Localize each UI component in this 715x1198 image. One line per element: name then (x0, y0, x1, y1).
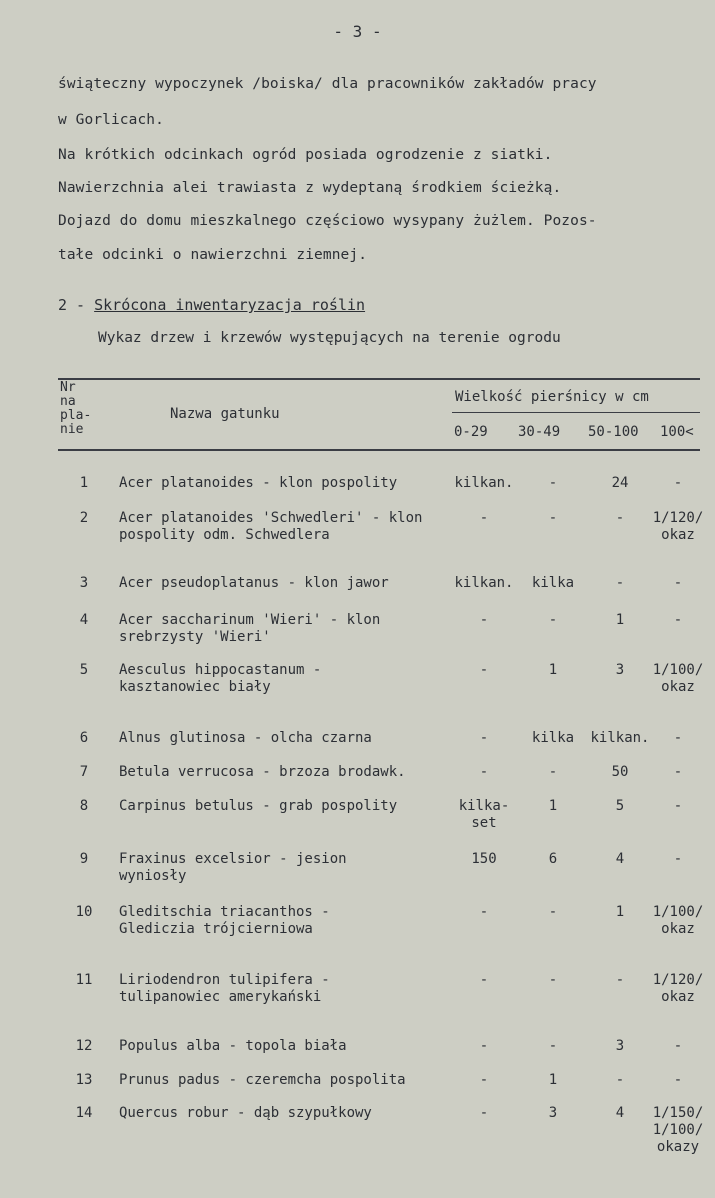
dbh-0-29: - (479, 1105, 489, 1121)
dbh-30-49: 6 (548, 851, 558, 867)
row-number: 5 (79, 662, 89, 678)
dbh-30-49: 1 (548, 662, 558, 678)
dbh-0-29: - (479, 510, 489, 526)
dbh-50-100: 1 (615, 612, 625, 628)
dbh-0-29: kilkan. (454, 475, 514, 491)
species-name: Prunus padus - czeremcha pospolita (119, 1072, 406, 1088)
dbh-over-100: - (673, 764, 683, 780)
dbh-over-100: - (673, 612, 683, 628)
row-number: 14 (75, 1105, 93, 1121)
dbh-30-49: 1 (548, 798, 558, 814)
dbh-over-100: 1/100/ okaz (652, 662, 704, 695)
dbh-50-100: - (615, 1072, 625, 1088)
dbh-over-100: - (673, 798, 683, 814)
dbh-0-29: kilka- set (458, 798, 510, 831)
dbh-0-29: 150 (471, 851, 497, 867)
dbh-50-100: 24 (611, 475, 629, 491)
section-prefix: 2 - (58, 296, 95, 314)
species-name: Acer platanoides 'Schwedleri' - klon pospolity odm. Schwedlera (119, 510, 423, 543)
dbh-50-100: 4 (615, 1105, 625, 1121)
dbh-over-100: - (673, 1038, 683, 1054)
species-name: Acer pseudoplatanus - klon jawor (119, 575, 389, 591)
paragraph-line: Na krótkich odcinkach ogród posiada ogrodzenie z siatki. (58, 147, 553, 163)
row-number: 4 (79, 612, 89, 628)
species-name: Betula verrucosa - brzoza brodawk. (119, 764, 406, 780)
table-group-rule (452, 412, 700, 413)
section-subtitle: Wykaz drzew i krzewów występujących na terenie ogrodu (98, 330, 561, 346)
row-number: 12 (75, 1038, 93, 1054)
species-name: Aesculus hippocastanum - kasztanowiec biały (119, 662, 322, 695)
dbh-0-29: - (479, 612, 489, 628)
dbh-50-100: 3 (615, 662, 625, 678)
header-c1: 0-29 (454, 424, 488, 440)
dbh-over-100: 1/120/ okaz (652, 510, 704, 543)
dbh-30-49: - (548, 904, 558, 920)
species-name: Populus alba - topola biała (119, 1038, 347, 1054)
paragraph-line: tałe odcinki o nawierzchni ziemnej. (58, 247, 368, 263)
dbh-30-49: 3 (548, 1105, 558, 1121)
species-name: Liriodendron tulipifera - tulipanowiec amerykański (119, 972, 330, 1005)
dbh-over-100: - (673, 851, 683, 867)
row-number: 11 (75, 972, 93, 988)
row-number: 10 (75, 904, 93, 920)
dbh-30-49: - (548, 1038, 558, 1054)
dbh-50-100: - (615, 972, 625, 988)
header-c2: 30-49 (518, 424, 561, 440)
dbh-50-100: kilkan. (590, 730, 650, 746)
dbh-50-100: 5 (615, 798, 625, 814)
section-title: Skrócona inwentaryzacja roślin (94, 296, 366, 314)
paragraph-line: świąteczny wypoczynek /boiska/ dla pracowników zakładów pracy (58, 76, 597, 92)
dbh-30-49: kilka (531, 730, 575, 746)
row-number: 6 (79, 730, 89, 746)
species-name: Acer platanoides - klon pospolity (119, 475, 398, 491)
species-name: Gleditschia triacanthos - Glediczia trójcierniowa (119, 904, 330, 937)
dbh-30-49: - (548, 972, 558, 988)
paragraph-line: Dojazd do domu mieszkalnego częściowo wysypany żużlem. Pozos- (58, 213, 597, 229)
row-number: 7 (79, 764, 89, 780)
table-top-rule (58, 378, 700, 380)
paragraph-line: Nawierzchnia alei trawiasta z wydeptaną środkiem ścieżką. (58, 180, 562, 196)
dbh-30-49: - (548, 510, 558, 526)
dbh-0-29: - (479, 730, 489, 746)
dbh-50-100: 50 (611, 764, 629, 780)
species-name: Alnus glutinosa - olcha czarna (119, 730, 372, 746)
dbh-0-29: - (479, 972, 489, 988)
dbh-over-100: - (673, 730, 683, 746)
table-header-rule (58, 449, 700, 451)
dbh-50-100: - (615, 575, 625, 591)
header-name: Nazwa gatunku (170, 406, 280, 422)
dbh-50-100: - (615, 510, 625, 526)
dbh-30-49: - (548, 612, 558, 628)
header-group: Wielkość pierśnicy w cm (455, 389, 649, 405)
dbh-50-100: 3 (615, 1038, 625, 1054)
dbh-over-100: 1/120/ okaz (652, 972, 704, 1005)
row-number: 8 (79, 798, 89, 814)
dbh-50-100: 4 (615, 851, 625, 867)
row-number: 9 (79, 851, 89, 867)
dbh-0-29: kilkan. (454, 575, 514, 591)
species-name: Quercus robur - dąb szypułkowy (119, 1105, 372, 1121)
section-heading (58, 296, 365, 314)
header-c3: 50-100 (588, 424, 639, 440)
row-number: 2 (79, 510, 89, 526)
dbh-over-100: - (673, 1072, 683, 1088)
dbh-30-49: - (548, 764, 558, 780)
dbh-0-29: - (479, 904, 489, 920)
dbh-30-49: kilka (531, 575, 575, 591)
page-number: - 3 - (333, 22, 382, 41)
dbh-0-29: - (479, 1038, 489, 1054)
header-nr: Nr na pla- nie (60, 380, 92, 437)
species-name: Fraxinus excelsior - jesion wyniosły (119, 851, 347, 884)
dbh-over-100: - (673, 475, 683, 491)
dbh-0-29: - (479, 662, 489, 678)
dbh-over-100: - (673, 575, 683, 591)
species-name: Carpinus betulus - grab pospolity (119, 798, 398, 814)
dbh-30-49: 1 (548, 1072, 558, 1088)
dbh-over-100: 1/150/ 1/100/ okazy (652, 1105, 704, 1155)
species-name: Acer saccharinum 'Wieri' - klon srebrzysty 'Wieri' (119, 612, 381, 645)
dbh-30-49: - (548, 475, 558, 491)
row-number: 13 (75, 1072, 93, 1088)
header-c4: 100< (660, 424, 694, 440)
dbh-50-100: 1 (615, 904, 625, 920)
paragraph-line: w Gorlicach. (58, 112, 164, 128)
row-number: 1 (79, 475, 89, 491)
row-number: 3 (79, 575, 89, 591)
dbh-0-29: - (479, 1072, 489, 1088)
dbh-over-100: 1/100/ okaz (652, 904, 704, 937)
dbh-0-29: - (479, 764, 489, 780)
